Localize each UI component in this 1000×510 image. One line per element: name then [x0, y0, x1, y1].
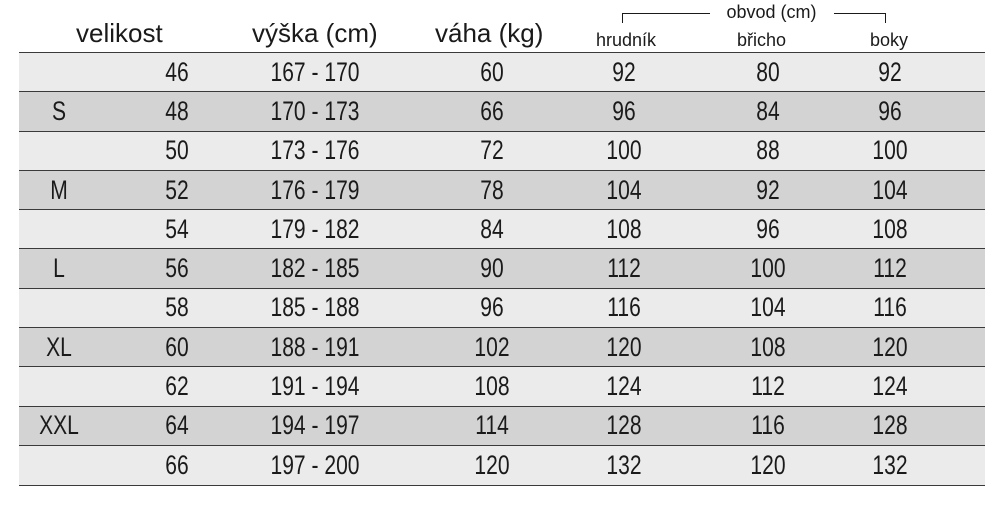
hips-cell: 100: [872, 135, 908, 166]
size-letter-cell: L: [53, 253, 65, 284]
weight-cell: 72: [480, 135, 504, 166]
height-range-cell: 173 - 176: [270, 135, 360, 166]
header-boky: boky: [870, 30, 909, 50]
size-number-cell: 60: [165, 331, 189, 362]
size-letter-cell: [28, 53, 90, 91]
table-row: [19, 52, 985, 91]
belly-cell: 84: [756, 95, 780, 126]
size-number-cell: 46: [165, 56, 189, 87]
size-number-cell: 66: [165, 449, 189, 480]
weight-cell: 66: [480, 95, 504, 126]
belly-cell: 92: [756, 174, 780, 205]
height-range-cell: 170 - 173: [270, 95, 360, 126]
weight-cell: 78: [480, 174, 504, 205]
chest-cell: 124: [606, 371, 642, 402]
table-row: [19, 170, 985, 209]
chest-cell: 112: [607, 253, 641, 284]
weight-cell: 90: [480, 253, 504, 284]
hips-cell: 96: [878, 95, 902, 126]
belly-cell: 116: [751, 410, 785, 441]
belly-cell: 112: [751, 371, 785, 402]
height-range-cell: 188 - 191: [270, 331, 360, 362]
weight-cell: 114: [475, 410, 509, 441]
size-number-cell: 50: [165, 135, 189, 166]
weight-cell: 60: [480, 56, 504, 87]
chest-cell: 120: [606, 331, 642, 362]
table-row: [19, 366, 985, 405]
height-range-cell: 197 - 200: [270, 449, 360, 480]
table-row: [19, 406, 985, 445]
hips-cell: 116: [873, 292, 907, 323]
table-row: [19, 131, 985, 170]
height-range-cell: 179 - 182: [270, 213, 360, 244]
size-number-cell: 64: [165, 410, 189, 441]
belly-cell: 88: [756, 135, 780, 166]
chest-cell: 96: [612, 95, 636, 126]
weight-cell: 108: [474, 371, 510, 402]
chest-cell: 108: [606, 213, 642, 244]
chest-cell: 100: [606, 135, 642, 166]
hips-cell: 120: [872, 331, 908, 362]
belly-cell: 120: [750, 449, 786, 480]
hips-cell: 108: [872, 213, 908, 244]
header-vyska: výška (cm): [252, 18, 378, 48]
size-letter-cell: [28, 289, 90, 327]
belly-cell: 80: [756, 56, 780, 87]
table-row: [19, 327, 985, 366]
belly-cell: 108: [750, 331, 786, 362]
table-row: [19, 288, 985, 327]
hips-cell: 104: [872, 174, 908, 205]
weight-cell: 84: [480, 213, 504, 244]
belly-cell: 100: [750, 253, 786, 284]
hips-cell: 128: [872, 410, 908, 441]
weight-cell: 120: [474, 449, 510, 480]
weight-cell: 102: [474, 331, 510, 362]
belly-cell: 104: [750, 292, 786, 323]
bracket-tick-left: [622, 13, 623, 23]
chest-cell: 104: [606, 174, 642, 205]
height-range-cell: 182 - 185: [270, 253, 360, 284]
table-row: [19, 445, 985, 486]
size-letter-cell: [28, 132, 90, 170]
table-row: [19, 248, 985, 287]
hips-cell: 92: [878, 56, 902, 87]
bracket-line-left: [622, 13, 710, 14]
size-number-cell: 48: [165, 95, 189, 126]
hips-cell: 112: [873, 253, 907, 284]
bracket-line-right: [834, 13, 886, 14]
table-row: [19, 91, 985, 130]
header-vaha: váha (kg): [435, 18, 544, 48]
size-letter-cell: S: [51, 95, 67, 126]
header-obvod-group: [622, 2, 886, 26]
header-bricho: břicho: [737, 30, 787, 50]
size-number-cell: 62: [165, 371, 189, 402]
size-letter-cell: XL: [46, 331, 72, 362]
size-letter-cell: [28, 367, 90, 405]
header-hrudnik: hrudník: [596, 30, 657, 50]
chest-cell: 92: [612, 56, 636, 87]
size-letter-cell: XXL: [39, 410, 79, 441]
header-velikost: velikost: [76, 18, 163, 48]
height-range-cell: 176 - 179: [270, 174, 360, 205]
hips-cell: 124: [872, 371, 908, 402]
belly-cell: 96: [756, 213, 780, 244]
hips-cell: 132: [872, 449, 908, 480]
size-letter-cell: [28, 446, 90, 485]
table-header: [0, 0, 1000, 56]
height-range-cell: 185 - 188: [270, 292, 360, 323]
chest-cell: 128: [606, 410, 642, 441]
size-letter-cell: [28, 210, 90, 248]
size-number-cell: 54: [165, 213, 189, 244]
size-number-cell: 58: [165, 292, 189, 323]
height-range-cell: 191 - 194: [270, 371, 360, 402]
chest-cell: 132: [606, 449, 642, 480]
size-letter-cell: M: [50, 174, 68, 205]
size-table: [19, 52, 985, 486]
chest-cell: 116: [607, 292, 641, 323]
table-row: [19, 209, 985, 248]
weight-cell: 96: [480, 292, 504, 323]
height-range-cell: 194 - 197: [270, 410, 360, 441]
header-obvod: obvod (cm): [726, 2, 817, 22]
bracket-tick-right: [885, 13, 886, 23]
size-number-cell: 56: [165, 253, 189, 284]
size-number-cell: 52: [165, 174, 189, 205]
height-range-cell: 167 - 170: [270, 56, 360, 87]
